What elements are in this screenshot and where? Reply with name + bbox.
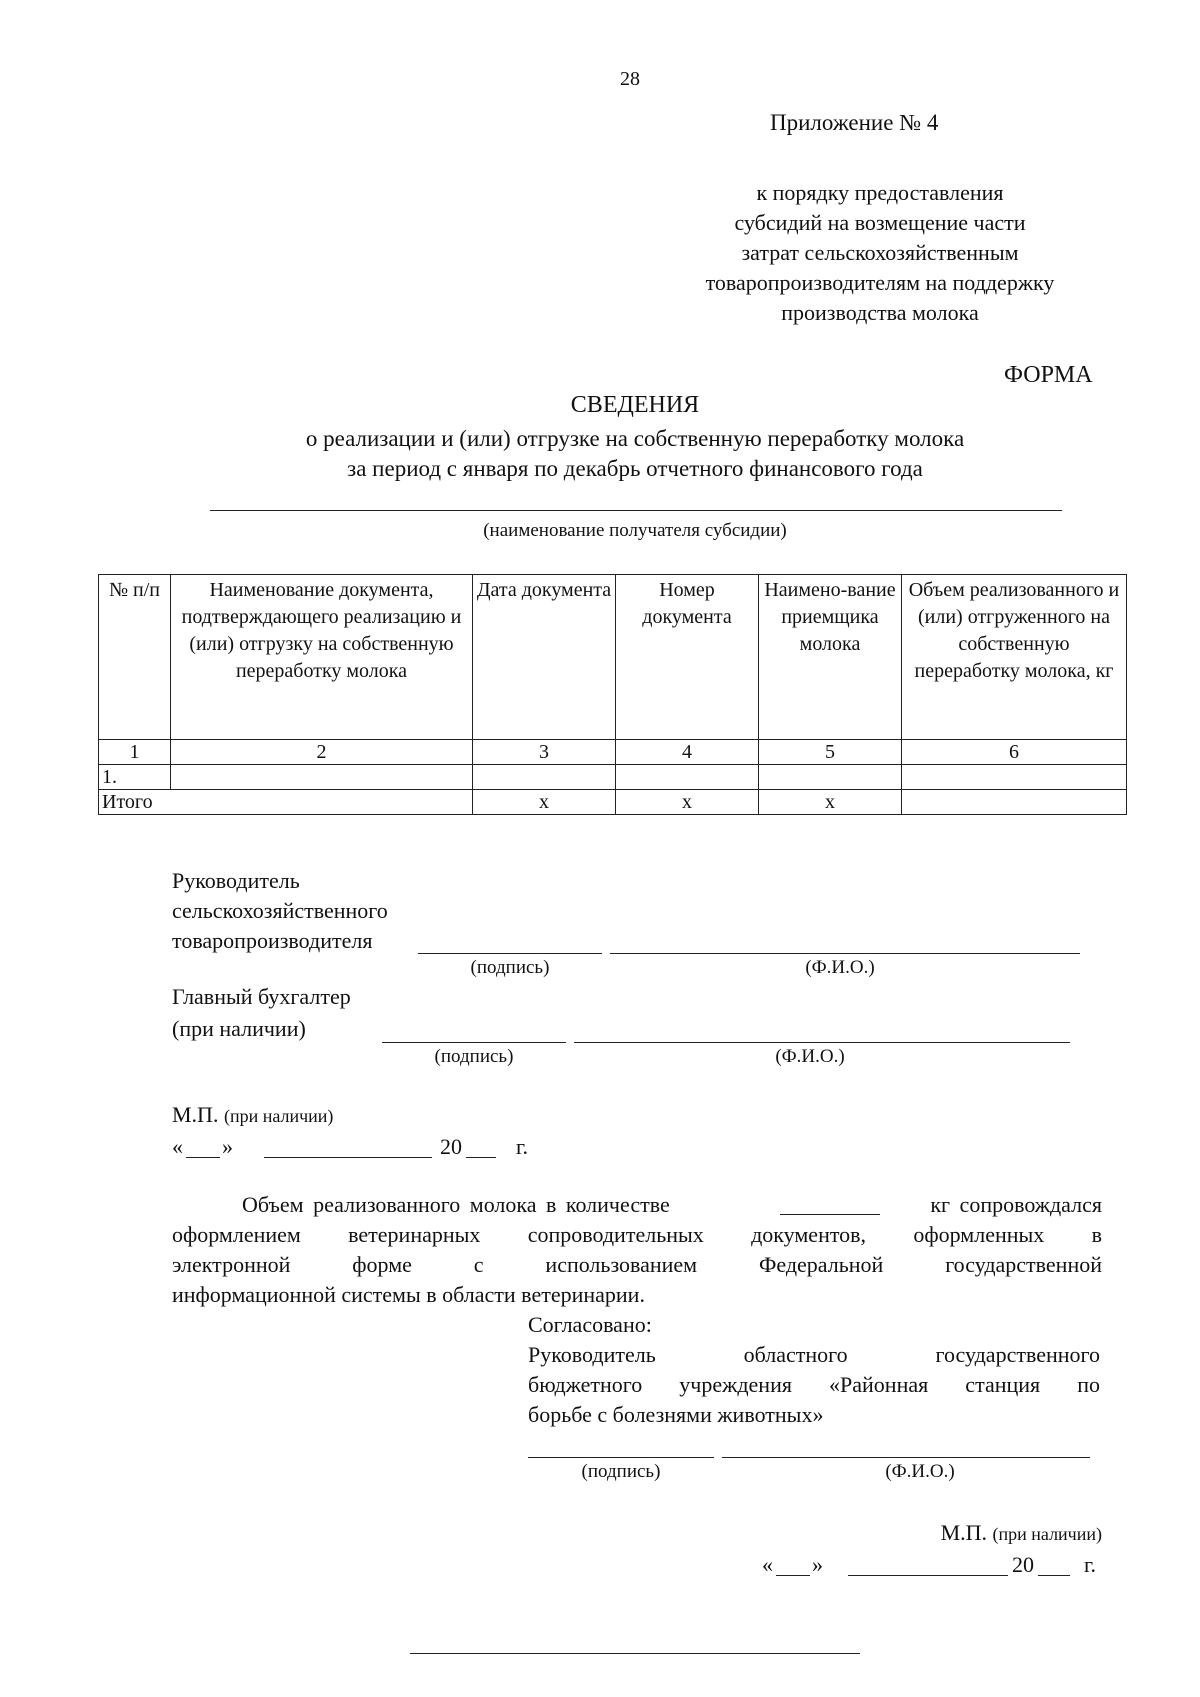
appendix-block (620, 178, 1140, 328)
appendix-line: товаропроизводителям на поддержку (705, 270, 1055, 295)
seal-1 (172, 1100, 333, 1131)
seal-2 (941, 1518, 1102, 1549)
seal-note: (при наличии) (223, 1106, 334, 1126)
approval-line-2: бюджетного учреждения «Районная станция по (528, 1372, 1100, 1397)
appendix-line: затрат сельскохозяйственным (741, 240, 1019, 265)
table-header-row (99, 575, 1127, 740)
accountant-sign-caption: (подпись) (434, 1046, 514, 1067)
doc-title: СВЕДЕНИЯ (570, 392, 700, 418)
paragraph-line-1-b: кг сопровождался (930, 1192, 1102, 1217)
manager-signature-line[interactable] (418, 953, 602, 954)
col-number-cell: 4 (616, 740, 759, 765)
date-quote-close: » (222, 1134, 233, 1159)
approval-line-3: борьбе с болезнями животных» (528, 1402, 824, 1427)
year-prefix: 20 (440, 1134, 462, 1159)
col-header-receiver: Наимено-вание приемщика молока (759, 575, 902, 740)
approval-name-caption: (Ф.И.О.) (885, 1461, 955, 1482)
form-label: ФОРМА (1004, 362, 1093, 388)
col-number-cell: 1 (99, 740, 171, 765)
total-label-cell: Итого (99, 790, 473, 815)
day-field[interactable] (776, 1575, 810, 1576)
manager-line-2: сельскохозяйственного (172, 898, 388, 923)
col-number-cell: 6 (902, 740, 1127, 765)
accountant-name-caption: (Ф.И.О.) (775, 1046, 845, 1067)
table-cell[interactable] (759, 765, 902, 790)
month-field[interactable] (848, 1575, 1008, 1576)
doc-subtitle-2: за период с января по декабрь отчетного финансового года (347, 456, 923, 481)
volume-field[interactable] (780, 1214, 880, 1215)
month-field[interactable] (264, 1157, 432, 1158)
appendix-line: к порядку предоставления (756, 180, 1004, 205)
manager-line-3: товаропроизводителя (172, 928, 373, 953)
col-number-cell: 3 (473, 740, 616, 765)
year-field[interactable] (1038, 1575, 1070, 1576)
date-quote-open: « (762, 1552, 773, 1577)
row-index-cell: 1. (99, 765, 171, 790)
date-1 (172, 1132, 592, 1164)
x-mark-cell: x (473, 790, 616, 815)
date-quote-open: « (172, 1134, 183, 1159)
paragraph-line-4: информационной системы в области ветеринарии. (172, 1282, 645, 1307)
day-field[interactable] (186, 1157, 220, 1158)
recipient-caption: (наименование получателя субсидии) (483, 520, 787, 541)
seal-note: (при наличии) (992, 1524, 1102, 1544)
page-number: 28 (620, 68, 640, 90)
table-total-row (99, 790, 1127, 815)
col-header-date: Дата документа (473, 575, 616, 740)
appendix-title: Приложение № 4 (770, 110, 939, 135)
approval-name-line[interactable] (722, 1457, 1090, 1458)
table-cell[interactable] (171, 765, 473, 790)
appendix-line: производства молока (781, 300, 979, 325)
table-cell[interactable] (902, 790, 1127, 815)
col-header-volume: Объем реализованного и (или) отгруженного на собственную переработку молока, кг (902, 575, 1127, 740)
manager-sign-caption: (подпись) (470, 957, 550, 978)
table-numbering-row (99, 740, 1127, 765)
approval-sign-caption: (подпись) (581, 1461, 661, 1482)
seal-mp: М.П. (172, 1102, 219, 1127)
paragraph-line-2: оформлением ветеринарных сопроводительных документов, оформленных в (172, 1222, 1102, 1247)
year-suffix: г. (516, 1134, 529, 1159)
accountant-line-1: Главный бухгалтер (172, 984, 351, 1009)
data-table (98, 574, 1127, 815)
recipient-name-line[interactable] (210, 510, 1062, 511)
col-header-document: Наименование документа, подтверждающего реализацию и (или) отгрузку на собственную переработку молока (171, 575, 473, 740)
col-number-cell: 2 (171, 740, 473, 765)
col-number-cell: 5 (759, 740, 902, 765)
footer-divider (410, 1653, 860, 1654)
year-suffix: г. (1084, 1552, 1097, 1577)
manager-line-1: Руководитель (172, 868, 300, 893)
table-cell[interactable] (473, 765, 616, 790)
approval-line-1: Руководитель областного государственного (528, 1342, 1100, 1367)
x-mark-cell: x (616, 790, 759, 815)
approval-signature-line[interactable] (528, 1457, 714, 1458)
date-quote-close: » (812, 1552, 823, 1577)
manager-name-caption: (Ф.И.О.) (805, 957, 875, 978)
seal-mp: М.П. (940, 1520, 988, 1545)
x-mark-cell: x (759, 790, 902, 815)
paragraph-line-3: электронной форме с использованием Федеральной государственной (172, 1252, 1102, 1277)
appendix-line: субсидий на возмещение части (734, 210, 1026, 235)
paragraph-line-1 (242, 1190, 1102, 1220)
accountant-signature-line[interactable] (382, 1042, 566, 1043)
year-field[interactable] (466, 1157, 496, 1158)
col-header-number: № п/п (99, 575, 171, 740)
doc-subtitle-1: о реализации и (или) отгрузке на собственную переработку молока (305, 426, 965, 451)
manager-name-line[interactable] (610, 953, 1080, 954)
paragraph-line-1-a: Объем реализованного молока в количестве (242, 1192, 670, 1217)
table-row (99, 765, 1127, 790)
approval-label: Согласовано: (528, 1312, 652, 1337)
accountant-line-2: (при наличии) (172, 1016, 306, 1041)
date-2 (762, 1550, 1112, 1582)
table-cell[interactable] (902, 765, 1127, 790)
col-header-doc-number: Номер документа (616, 575, 759, 740)
table-cell[interactable] (616, 765, 759, 790)
year-prefix: 20 (1012, 1552, 1034, 1577)
accountant-name-line[interactable] (574, 1042, 1070, 1043)
